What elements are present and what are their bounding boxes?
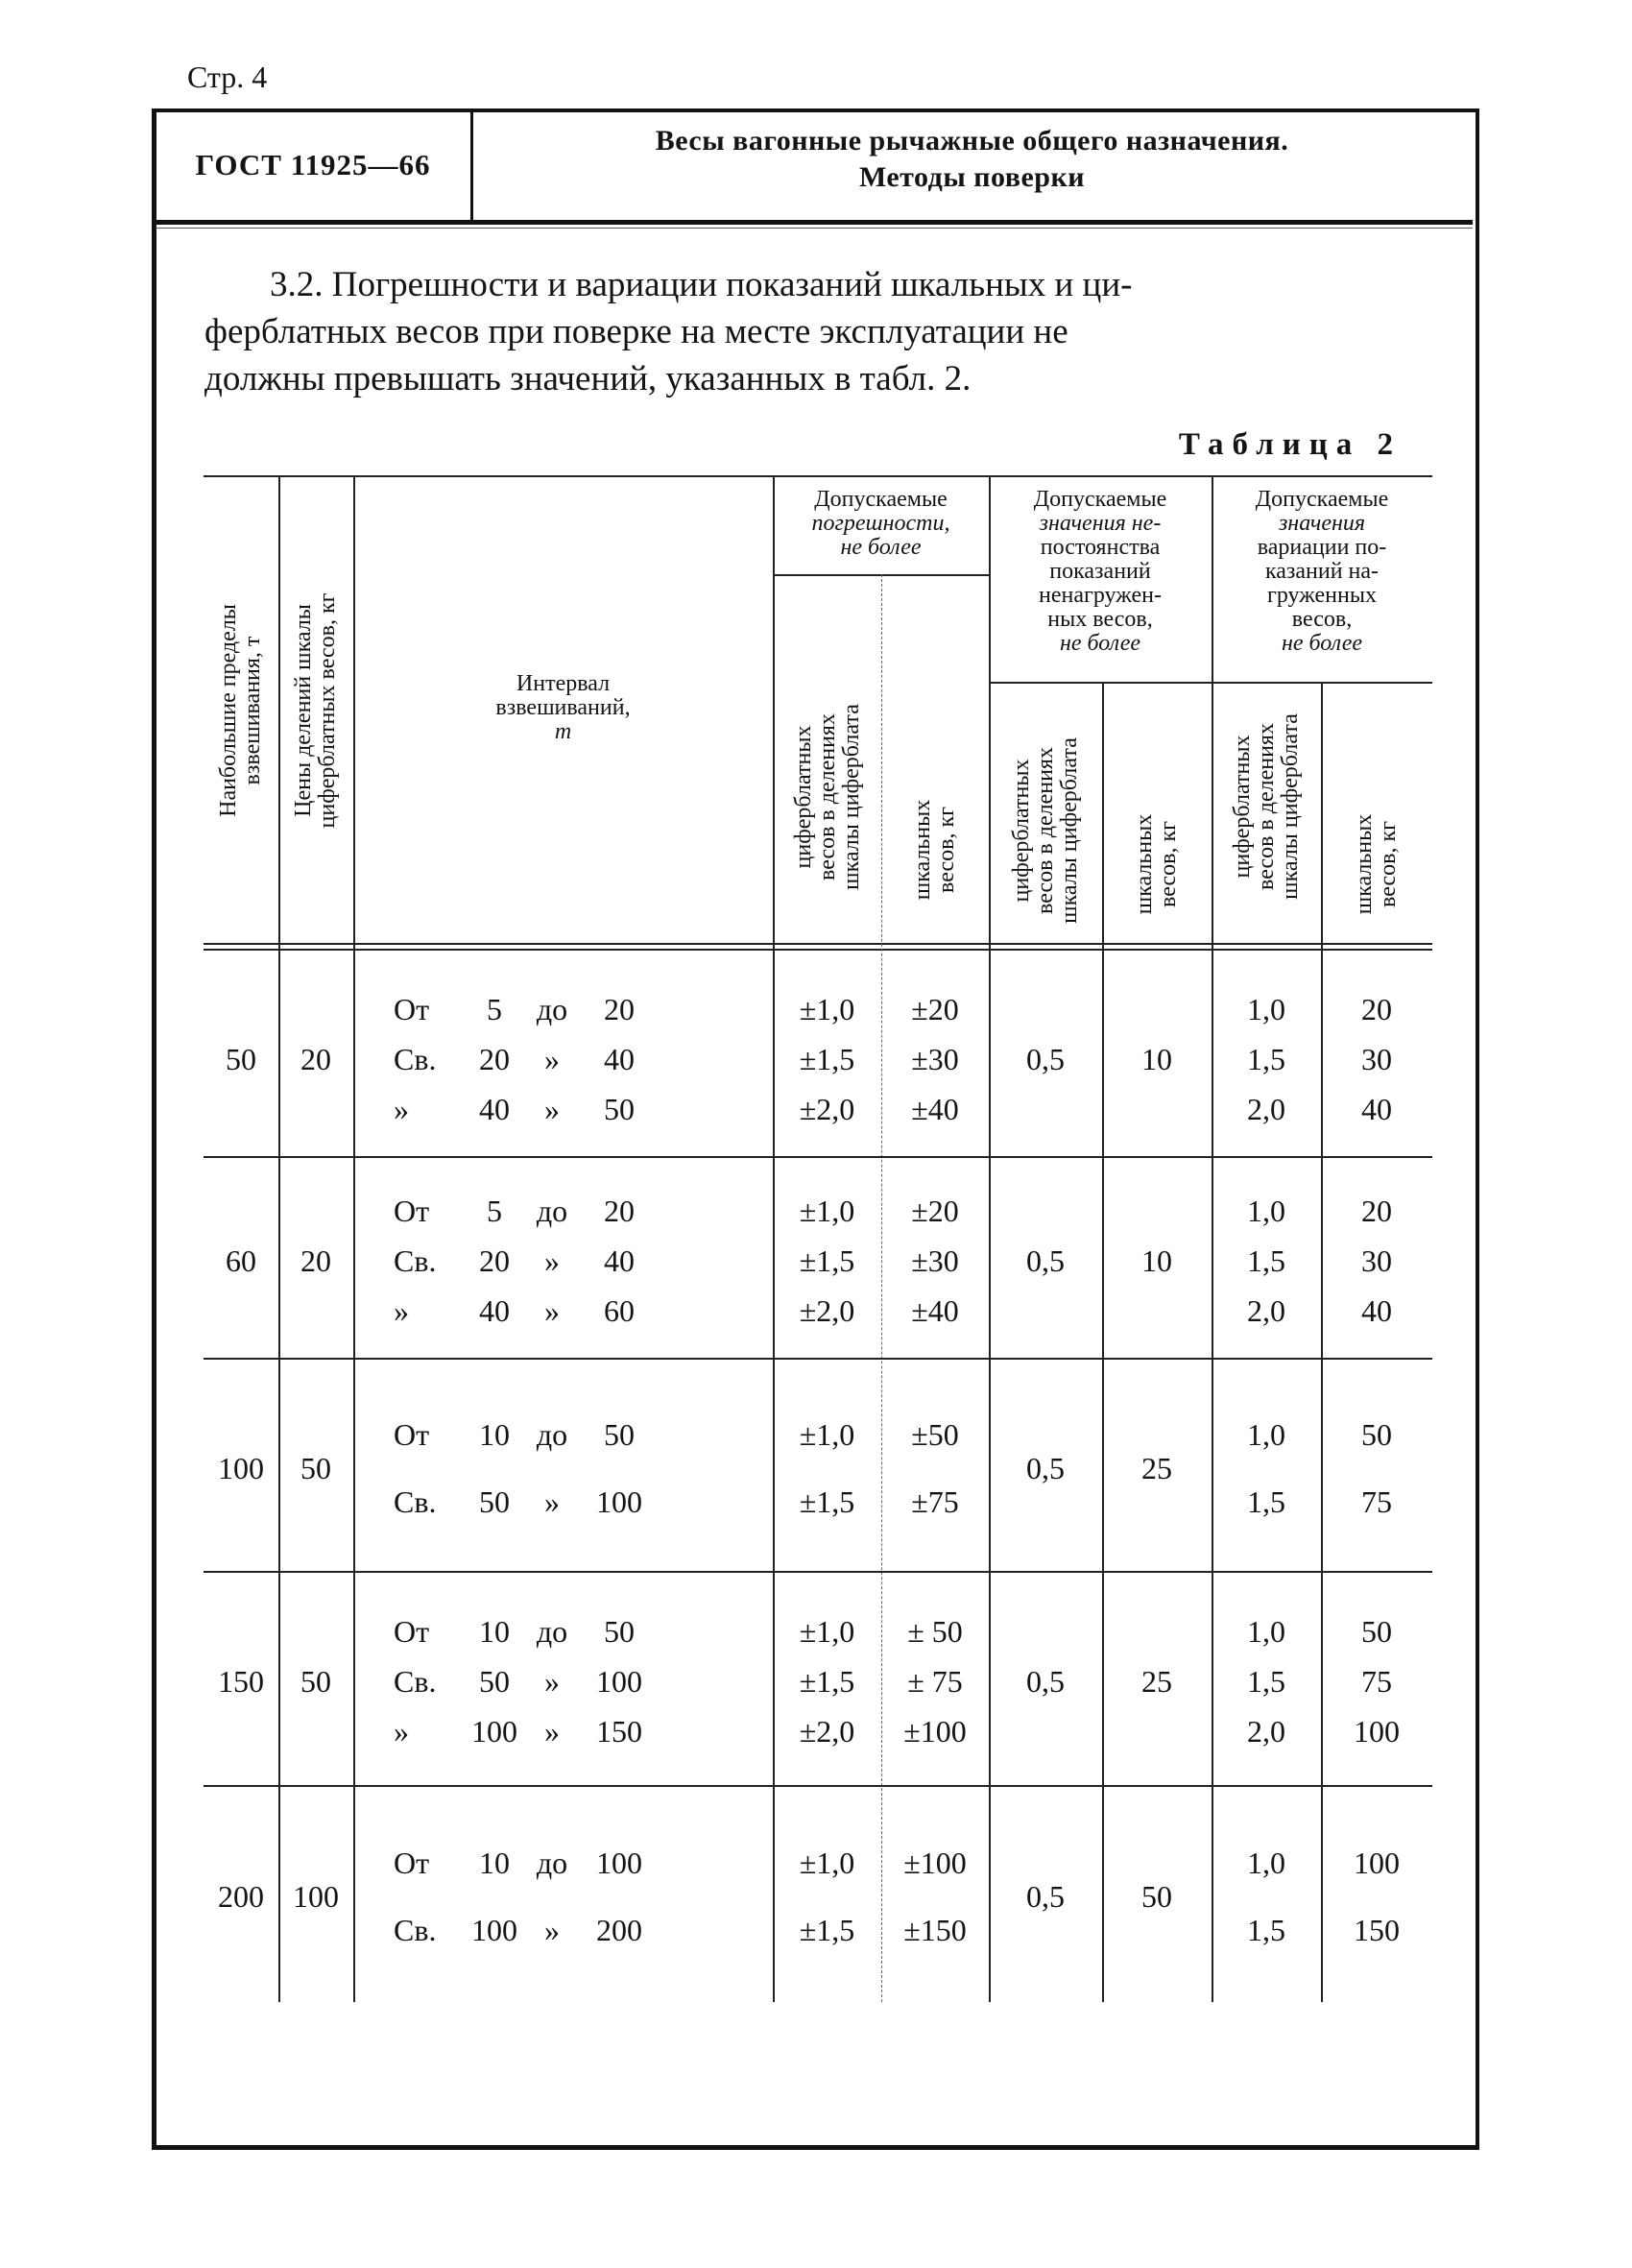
- header-group-variation-line: груженных: [1267, 583, 1377, 608]
- interval-prefix: »: [394, 1714, 409, 1749]
- interval-prefix: »: [394, 1091, 409, 1126]
- header-max-limit: Наибольшие пределы взвешивания, т: [216, 604, 265, 817]
- variation-dial-value: 1,0: [1247, 991, 1285, 1026]
- table-top-rule: [204, 475, 1432, 477]
- interval-prefix: От: [394, 1193, 430, 1228]
- division-value: 50: [300, 1450, 331, 1485]
- interval-sep: до: [536, 1416, 568, 1452]
- max-limit-value: 50: [226, 1041, 256, 1076]
- interval-prefix: Св.: [394, 1484, 437, 1519]
- page-number: Стр. 4: [187, 60, 268, 94]
- header-bottom-rule-2: [204, 949, 1432, 951]
- interval-prefix: Св.: [394, 1041, 437, 1076]
- clause-line2: ферблатных весов при поверке на месте эксплуатации не: [204, 312, 1068, 351]
- error-dial-value: ±1,0: [799, 1846, 855, 1880]
- error-scale-value: ± 75: [907, 1664, 963, 1699]
- interval-prefix: От: [394, 1614, 430, 1649]
- variation-dial-value: 1,5: [1247, 1243, 1285, 1278]
- header-group-variation-line: Допускаемые: [1255, 487, 1389, 512]
- error-scale-value: ±30: [911, 1243, 959, 1278]
- error-dial-value: ±1,0: [799, 1193, 855, 1228]
- header-err-dial: циферблатных весов в делениях шкалы циферблата: [790, 704, 863, 890]
- header-group-variation-line: не более: [1281, 631, 1363, 656]
- max-limit-value: 200: [218, 1879, 264, 1914]
- interval-sep: »: [544, 1091, 560, 1126]
- header-var-scale: шкальных весов, кг: [1352, 813, 1401, 915]
- variation-scale-value: 100: [1354, 1846, 1400, 1880]
- error-dial-value: ±1,5: [799, 1484, 855, 1519]
- header-group-nonconst-line: ных весов,: [1047, 607, 1153, 632]
- header-interval-line: Интервал: [516, 671, 611, 696]
- interval-from: 10: [479, 1416, 510, 1452]
- interval-prefix: Св.: [394, 1913, 437, 1947]
- nonconst-dial-value: 0,5: [1026, 1041, 1065, 1076]
- interval-to: 40: [604, 1041, 635, 1076]
- header-bottom-rule: [204, 943, 1432, 945]
- interval-to: 100: [596, 1664, 642, 1699]
- column-rule-c7: [1212, 475, 1213, 2002]
- variation-dial-value: 2,0: [1247, 1091, 1285, 1126]
- variation-dial-value: 2,0: [1247, 1714, 1285, 1749]
- header-group-nonconst-line: ненагружен-: [1039, 583, 1162, 608]
- variation-dial-value: 1,5: [1247, 1664, 1285, 1699]
- error-scale-value: ±100: [903, 1846, 967, 1880]
- interval-to: 100: [596, 1846, 642, 1880]
- division-value: 20: [300, 1041, 331, 1076]
- column-rule-c3: [773, 475, 775, 2002]
- error-scale-value: ±150: [903, 1913, 967, 1947]
- column-rule-c5: [989, 475, 991, 2002]
- error-scale-value: ±50: [911, 1416, 959, 1452]
- variation-dial-value: 1,0: [1247, 1416, 1285, 1452]
- interval-prefix: Св.: [394, 1243, 437, 1278]
- header-group-nonconst-line: Допускаемые: [1033, 487, 1167, 512]
- error-dial-value: ±1,5: [799, 1041, 855, 1076]
- nonconst-scale-value: 10: [1141, 1041, 1172, 1076]
- table-caption: Таблица 2: [1178, 427, 1402, 462]
- nonconst-scale-value: 25: [1141, 1450, 1172, 1485]
- variation-scale-value: 50: [1361, 1416, 1392, 1452]
- nonconst-dial-value: 0,5: [1026, 1450, 1065, 1485]
- nonconst-dial-value: 0,5: [1026, 1243, 1065, 1278]
- interval-sep: до: [536, 1193, 568, 1228]
- variation-scale-value: 50: [1361, 1614, 1392, 1649]
- nonconst-dial-value: 0,5: [1026, 1879, 1065, 1914]
- header-nonconst-dial: циферблатных весов в делениях шкалы циферблата: [1008, 737, 1082, 924]
- error-dial-value: ±2,0: [799, 1292, 855, 1328]
- division-value: 100: [293, 1879, 339, 1914]
- interval-from: 20: [479, 1243, 510, 1278]
- interval-from: 50: [479, 1484, 510, 1519]
- header-nonconst-scale: шкальных весов, кг: [1132, 813, 1181, 915]
- error-scale-value: ± 50: [907, 1614, 963, 1649]
- header-group-variation-line: вариации по-: [1257, 535, 1387, 560]
- group-rule-nonconst: [989, 682, 1212, 684]
- header-group-variation-line: казаний на-: [1264, 559, 1380, 584]
- header-group-variation: [1212, 488, 1432, 656]
- error-scale-value: ±20: [911, 991, 959, 1026]
- column-rule-c6: [1102, 682, 1104, 2002]
- interval-sep: »: [544, 1041, 560, 1076]
- nonconst-dial-value: 0,5: [1026, 1664, 1065, 1699]
- interval-to: 50: [604, 1091, 635, 1126]
- interval-from: 5: [487, 1193, 502, 1228]
- division-value: 50: [300, 1664, 331, 1699]
- interval-from: 100: [471, 1714, 517, 1749]
- clause-line1: 3.2. Погрешности и вариации показаний шкальных и ци-: [270, 265, 1133, 304]
- row-separator: [204, 1785, 1432, 1787]
- header-group-nonconst-line: значения не-: [1039, 511, 1162, 536]
- header-group-nonconst-line: не более: [1059, 631, 1141, 656]
- row-separator: [204, 1156, 1432, 1158]
- error-scale-value: ±20: [911, 1193, 959, 1228]
- clause-line3: должны превышать значений, указанных в табл. 2.: [204, 359, 972, 398]
- error-dial-value: ±2,0: [799, 1091, 855, 1126]
- error-scale-value: ±100: [903, 1714, 967, 1749]
- max-limit-value: 100: [218, 1450, 264, 1485]
- error-scale-value: ±40: [911, 1091, 959, 1126]
- interval-from: 10: [479, 1614, 510, 1649]
- header-group-nonconst-line: показаний: [1049, 559, 1151, 584]
- header-group-errors-line: не более: [840, 535, 922, 560]
- standard-title-line2: Методы поверки: [858, 161, 1086, 193]
- error-scale-value: ±30: [911, 1041, 959, 1076]
- interval-from: 50: [479, 1664, 510, 1699]
- variation-scale-value: 20: [1361, 991, 1392, 1026]
- error-dial-value: ±1,5: [799, 1913, 855, 1947]
- variation-scale-value: 30: [1361, 1243, 1392, 1278]
- interval-sep: »: [544, 1664, 560, 1699]
- header-group-variation-line: весов,: [1291, 607, 1353, 632]
- variation-scale-value: 40: [1361, 1292, 1392, 1328]
- interval-to: 150: [596, 1714, 642, 1749]
- interval-to: 100: [596, 1484, 642, 1519]
- interval-to: 200: [596, 1913, 642, 1947]
- header-division: Цены делений шкалы циферблатных весов, кг: [291, 592, 340, 829]
- variation-dial-value: 1,5: [1247, 1484, 1285, 1519]
- error-dial-value: ±1,5: [799, 1664, 855, 1699]
- interval-to: 40: [604, 1243, 635, 1278]
- interval-to: 50: [604, 1416, 635, 1452]
- variation-scale-value: 75: [1361, 1664, 1392, 1699]
- division-value: 20: [300, 1243, 331, 1278]
- interval-from: 40: [479, 1292, 510, 1328]
- interval-to: 20: [604, 991, 635, 1026]
- row-separator: [204, 1571, 1432, 1573]
- header-interval-line: т: [554, 719, 572, 744]
- standard-title-line1: Весы вагонные рычажные общего назначения.: [655, 125, 1289, 157]
- header-interval: [353, 672, 773, 744]
- nonconst-scale-value: 25: [1141, 1664, 1172, 1699]
- interval-sep: »: [544, 1243, 560, 1278]
- interval-to: 50: [604, 1614, 635, 1649]
- header-group-nonconst-line: постоянства: [1040, 535, 1161, 560]
- nonconst-scale-value: 10: [1141, 1243, 1172, 1278]
- interval-sep: »: [544, 1714, 560, 1749]
- variation-dial-value: 1,0: [1247, 1846, 1285, 1880]
- variation-scale-value: 20: [1361, 1193, 1392, 1228]
- variation-scale-value: 30: [1361, 1041, 1392, 1076]
- interval-from: 10: [479, 1846, 510, 1880]
- variation-scale-value: 150: [1354, 1913, 1400, 1947]
- variation-dial-value: 1,0: [1247, 1614, 1285, 1649]
- error-dial-value: ±1,0: [799, 991, 855, 1026]
- header-err-scale: шкальных весов, кг: [910, 799, 959, 901]
- interval-prefix: От: [394, 1416, 430, 1452]
- column-rule-c4: [881, 574, 882, 2002]
- variation-dial-value: 1,5: [1247, 1041, 1285, 1076]
- column-rule-c8: [1321, 682, 1323, 2002]
- interval-sep: »: [544, 1913, 560, 1947]
- interval-sep: до: [536, 991, 568, 1026]
- variation-dial-value: 2,0: [1247, 1292, 1285, 1328]
- error-scale-value: ±40: [911, 1292, 959, 1328]
- header-var-dial: циферблатных весов в делениях шкалы циферблата: [1229, 713, 1303, 900]
- error-dial-value: ±1,5: [799, 1243, 855, 1278]
- max-limit-value: 150: [218, 1664, 264, 1699]
- interval-sep: до: [536, 1846, 568, 1880]
- interval-prefix: От: [394, 1846, 430, 1880]
- interval-prefix: »: [394, 1292, 409, 1328]
- error-dial-value: ±2,0: [799, 1714, 855, 1749]
- interval-prefix: От: [394, 991, 430, 1026]
- header-group-nonconst: [989, 488, 1212, 656]
- variation-scale-value: 75: [1361, 1484, 1392, 1519]
- header-group-errors: [773, 488, 989, 560]
- variation-dial-value: 1,0: [1247, 1193, 1285, 1228]
- interval-sep: до: [536, 1614, 568, 1649]
- interval-prefix: Св.: [394, 1664, 437, 1699]
- max-limit-value: 60: [226, 1243, 256, 1278]
- row-separator: [204, 1358, 1432, 1360]
- interval-sep: »: [544, 1484, 560, 1519]
- error-dial-value: ±1,0: [799, 1416, 855, 1452]
- interval-from: 5: [487, 991, 502, 1026]
- error-scale-value: ±75: [911, 1484, 959, 1519]
- interval-to: 20: [604, 1193, 635, 1228]
- header-group-errors-line: погрешности,: [811, 511, 950, 536]
- error-dial-value: ±1,0: [799, 1614, 855, 1649]
- nonconst-scale-value: 50: [1141, 1879, 1172, 1914]
- header-group-errors-line: Допускаемые: [814, 487, 948, 512]
- variation-dial-value: 1,5: [1247, 1913, 1285, 1947]
- interval-to: 60: [604, 1292, 635, 1328]
- variation-scale-value: 100: [1354, 1714, 1400, 1749]
- standard-code: ГОСТ 11925—66: [195, 148, 431, 181]
- interval-from: 20: [479, 1041, 510, 1076]
- header-interval-line: взвешиваний,: [495, 695, 631, 720]
- interval-from: 100: [471, 1913, 517, 1947]
- interval-sep: »: [544, 1292, 560, 1328]
- header-group-variation-line: значения: [1278, 511, 1366, 536]
- interval-from: 40: [479, 1091, 510, 1126]
- variation-scale-value: 40: [1361, 1091, 1392, 1126]
